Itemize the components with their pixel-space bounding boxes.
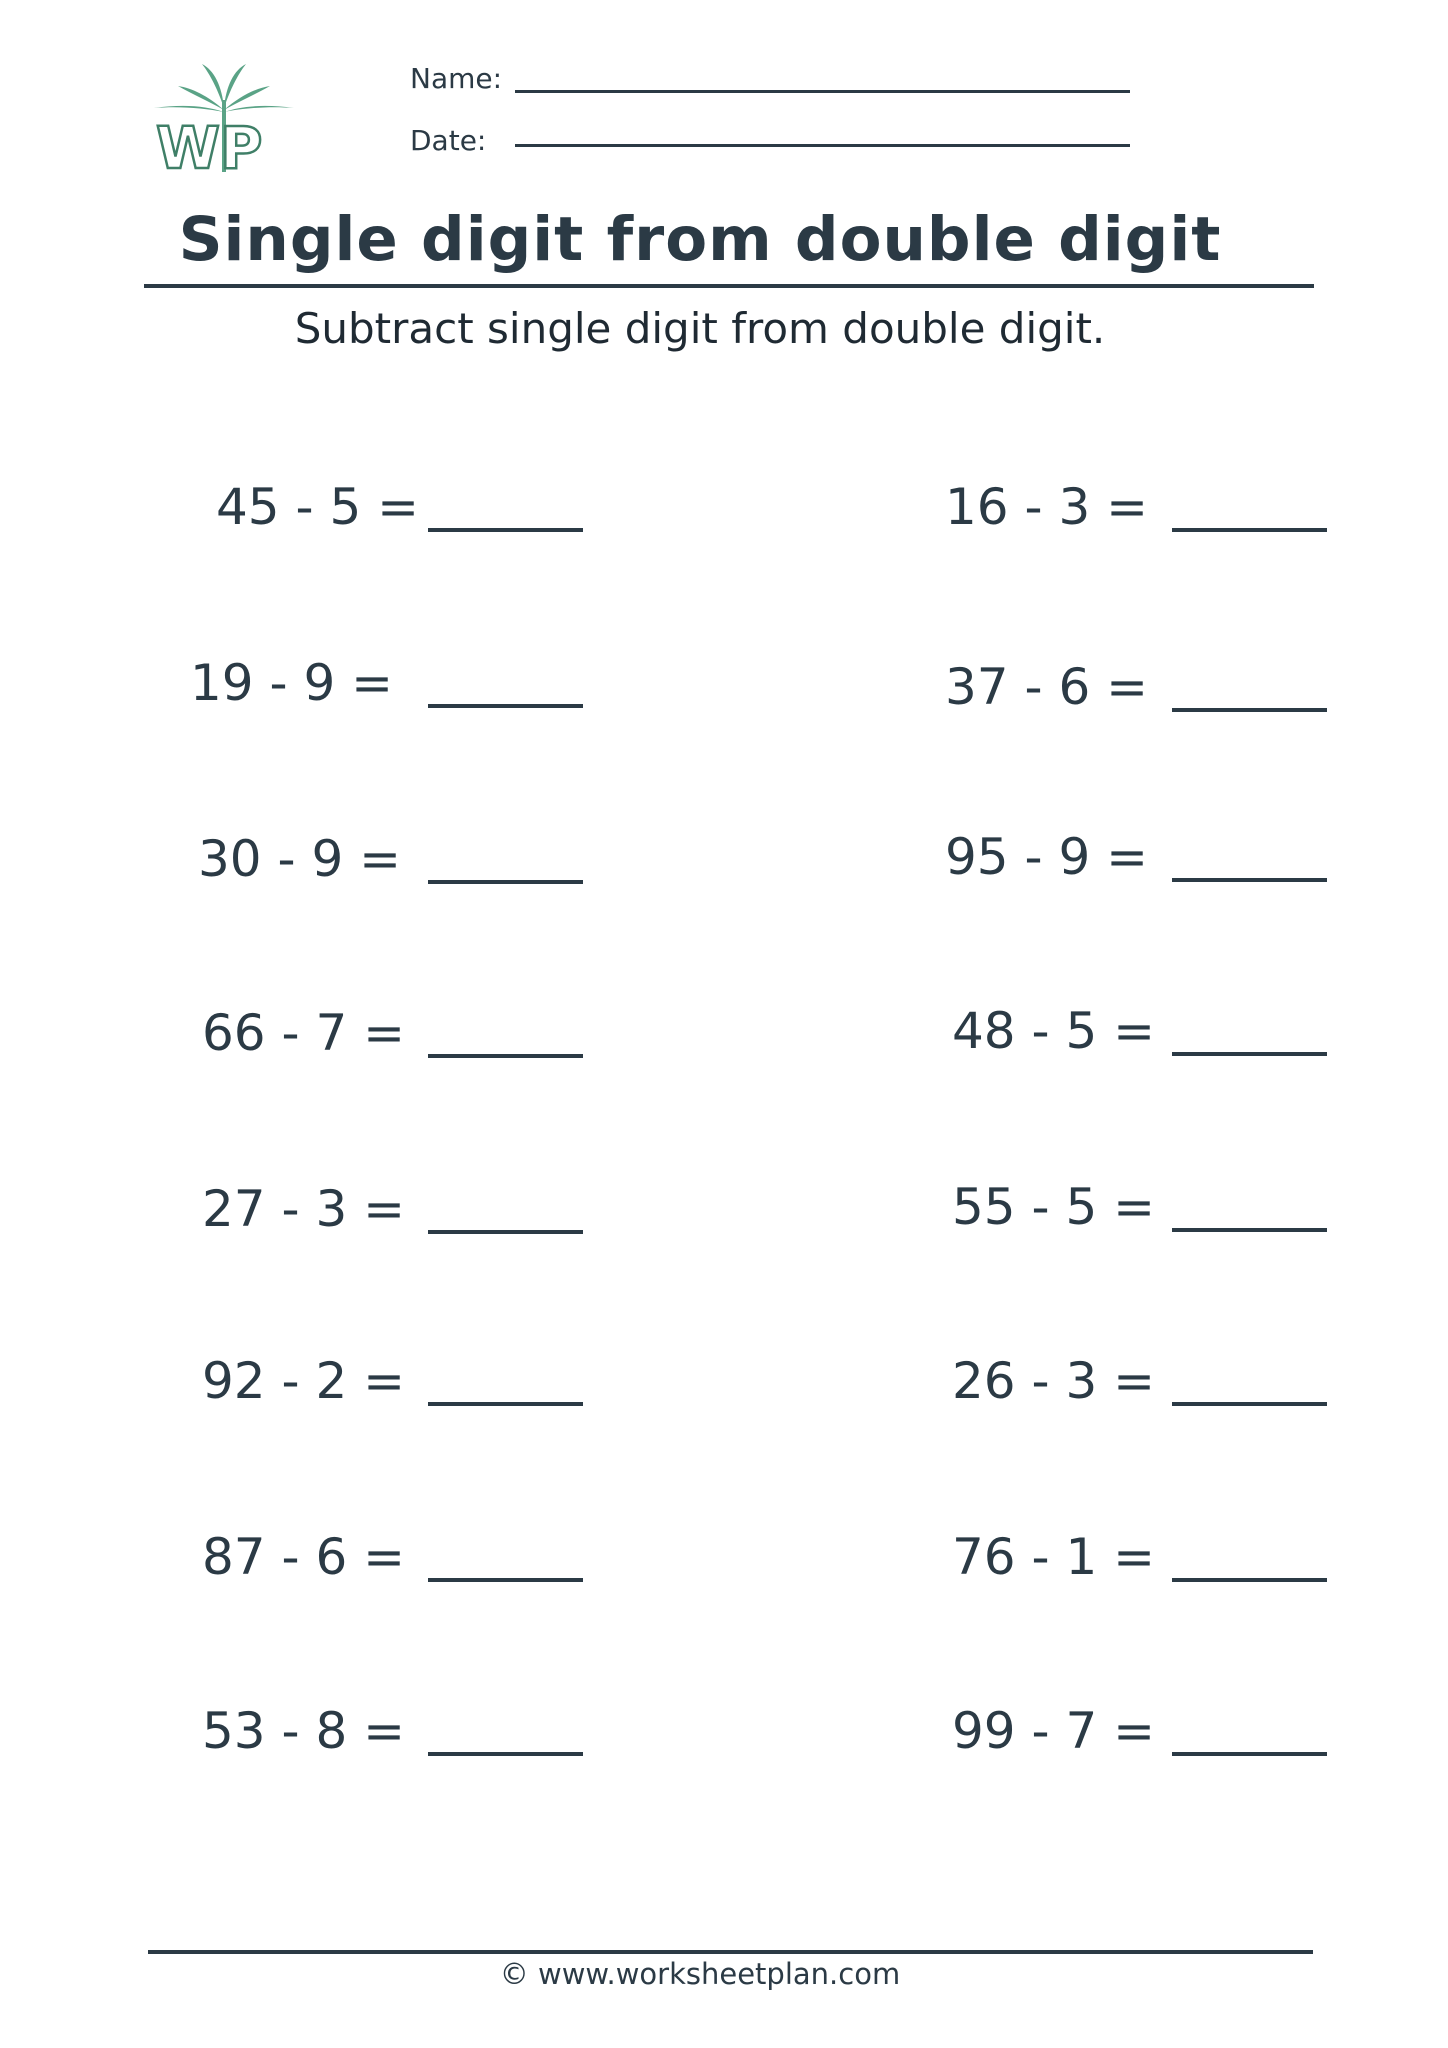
footer-divider [148,1950,1313,1954]
answer-blank[interactable] [1172,878,1327,882]
answer-blank[interactable] [428,528,583,532]
problem-expression: 87 - 6 = [202,1528,406,1586]
answer-blank[interactable] [1172,1752,1327,1756]
answer-blank[interactable] [1172,528,1327,532]
answer-blank[interactable] [428,1054,583,1058]
worksheetplan-logo [148,56,300,174]
problem-expression: 37 - 6 = [945,658,1149,716]
title-divider [144,284,1314,288]
date-field[interactable] [515,144,1130,147]
answer-blank[interactable] [428,1752,583,1756]
problem-expression: 55 - 5 = [952,1178,1156,1236]
problem-expression: 16 - 3 = [945,478,1149,536]
problem-expression: 99 - 7 = [952,1702,1156,1760]
problem-expression: 19 - 9 = [190,654,394,712]
answer-blank[interactable] [1172,1052,1327,1056]
problem-expression: 30 - 9 = [198,830,402,888]
problem-expression: 92 - 2 = [202,1352,406,1410]
problem-expression: 48 - 5 = [952,1002,1156,1060]
problem-expression: 66 - 7 = [202,1004,406,1062]
answer-blank[interactable] [1172,1578,1327,1582]
problem-expression: 27 - 3 = [202,1180,406,1238]
answer-blank[interactable] [428,1402,583,1406]
name-field[interactable] [515,90,1130,93]
answer-blank[interactable] [428,1230,583,1234]
page-title: Single digit from double digit [178,204,1222,275]
problem-expression: 76 - 1 = [952,1528,1156,1586]
answer-blank[interactable] [1172,708,1327,712]
answer-blank[interactable] [428,1578,583,1582]
answer-blank[interactable] [1172,1228,1327,1232]
name-label: Name: [410,62,503,95]
problem-expression: 95 - 9 = [945,828,1149,886]
date-label: Date: [410,124,487,157]
book-leaves-icon [148,56,300,174]
answer-blank[interactable] [428,880,583,884]
logo-lettering: WP [156,114,263,174]
problem-expression: 53 - 8 = [202,1702,406,1760]
problem-expression: 45 - 5 = [216,478,420,536]
answer-blank[interactable] [428,704,583,708]
answer-blank[interactable] [1172,1402,1327,1406]
instruction-text: Subtract single digit from double digit. [294,304,1106,353]
problem-expression: 26 - 3 = [952,1352,1156,1410]
footer-credit: © www.worksheetplan.com [499,1957,901,1991]
